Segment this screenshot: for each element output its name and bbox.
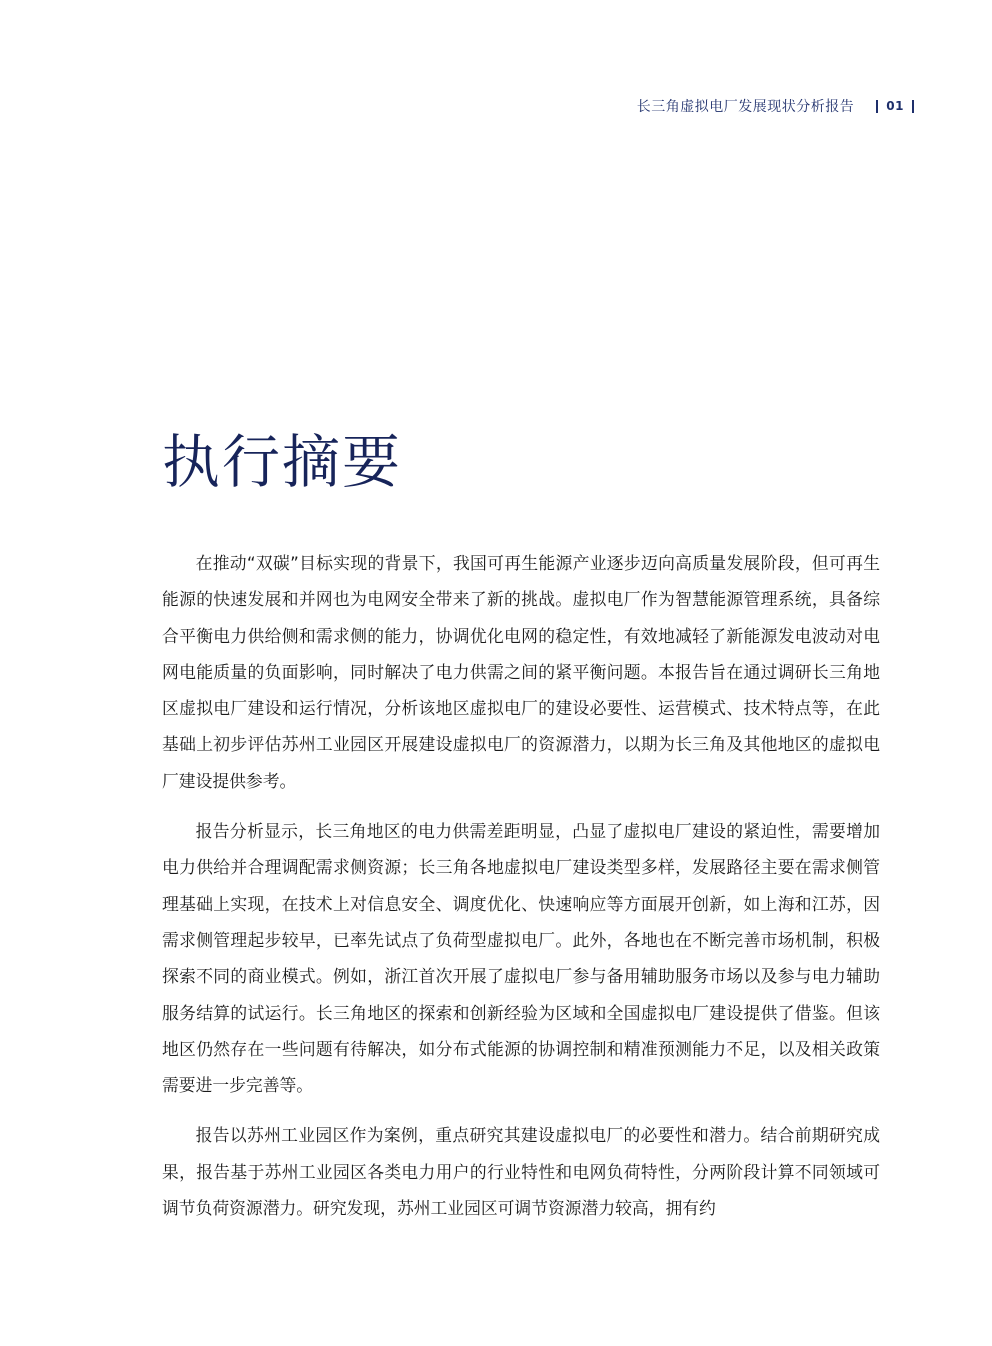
header-divider-left (876, 100, 878, 113)
report-title: 长三角虚拟电厂发展现状分析报告 (636, 99, 855, 115)
body-text (162, 545, 880, 1240)
running-header (637, 96, 922, 116)
paragraph: 报告分析显示，长三角地区的电力供需差距明显，凸显了虚拟电厂建设的紧迫性，需要增加电力供给并合理调配需求侧资源；长三角各地虚拟电厂建设类型多样，发展路径主要在需求侧管理基础上实现，在技术上对信息安全、调度优化、快速响应等方面展开创新，如上海和江苏，因需求侧管理起步较早，已率先试点了负荷型虚拟电厂。此外，各地也在不断完善市场机制，积极探索不同的商业模式。例如，浙江首次开展了虚拟电厂参与备用辅助服务市场以及参与电力辅助服务结算的试运行。长三角地区的探索和创新经验为区域和全国虚拟电厂建设提供了借鉴。但该地区仍然存在一些问题有待解决，如分布式能源的协调控制和精准预测能力不足，以及相关政策需要进一步完善等。 (162, 821, 880, 1096)
paragraph: 在推动“双碳”目标实现的背景下，我国可再生能源产业逐步迈向高质量发展阶段，但可再生能源的快速发展和并网也为电网安全带来了新的挑战。虚拟电厂作为智慧能源管理系统，具备综合平衡电力供给侧和需求侧的能力，协调优化电网的稳定性，有效地减轻了新能源发电波动对电网电能质量的负面影响，同时解决了电力供需之间的紧平衡问题。本报告旨在通过调研长三角地区虚拟电厂建设和运行情况，分析该地区虚拟电厂的建设必要性、运营模式、技术特点等，在此基础上初步评估苏州工业园区开展建设虚拟电厂的资源潜力，以期为长三角及其他地区的虚拟电厂建设提供参考。 (162, 553, 880, 791)
page-number: 01 (886, 99, 904, 113)
header-divider-right (912, 100, 914, 113)
paragraph: 报告以苏州工业园区作为案例，重点研究其建设虚拟电厂的必要性和潜力。结合前期研究成果，报告基于苏州工业园区各类电力用户的行业特性和电网负荷特性，分两阶段计算不同领域可调节负荷资源潜力。研究发现，苏州工业园区可调节资源潜力较高，拥有约 (162, 1125, 880, 1219)
section-heading: 执行摘要 (162, 428, 403, 496)
